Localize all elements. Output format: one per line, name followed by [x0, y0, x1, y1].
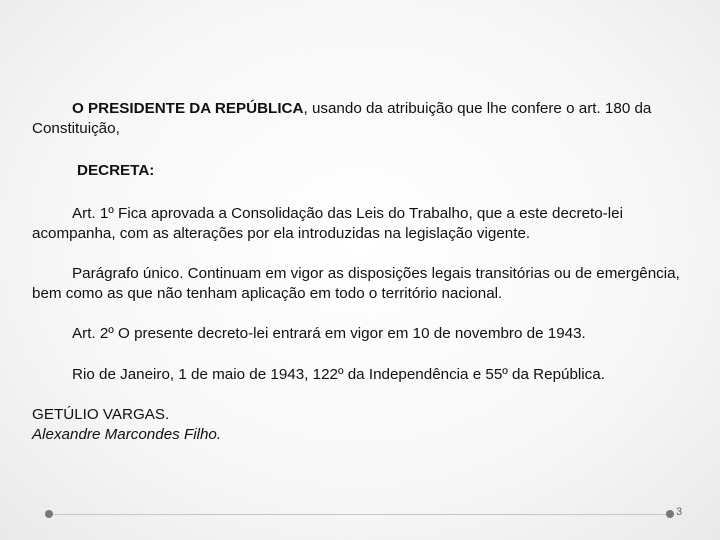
president-heading: O PRESIDENTE DA REPÚBLICA	[72, 100, 304, 117]
paragrafo-unico: Parágrafo único. Continuam em vigor as disposições legais transitórias ou de emergência, bem como as que não tenham aplicação em todo o território nacional.	[32, 265, 680, 302]
preamble-text: , usando da atribuição que lhe confere o art. 180 da Constituição,	[32, 100, 652, 137]
signature-marcondes: Alexandre Marcondes Filho.	[32, 426, 222, 443]
footer-right-dot	[666, 510, 674, 518]
decree-text	[32, 99, 682, 445]
signature-vargas: GETÚLIO VARGAS.	[32, 406, 170, 423]
article-2: Art. 2º O presente decreto-lei entrará em vigor em 10 de novembro de 1943.	[72, 325, 586, 342]
place-date-line: Rio de Janeiro, 1 de maio de 1943, 122º da Independência e 55º da República.	[72, 366, 605, 383]
page-number: 3	[676, 506, 683, 518]
footer-left-dot	[45, 510, 53, 518]
decreta-heading: DECRETA:	[77, 162, 155, 179]
preamble-paragraph	[32, 99, 682, 139]
footer-divider	[49, 514, 670, 515]
article-1: Art. 1º Fica aprovada a Consolidação das Leis do Trabalho, que a este decreto-lei acompanha, com as alterações por ela introduzidas na legislação vigente.	[32, 205, 623, 242]
